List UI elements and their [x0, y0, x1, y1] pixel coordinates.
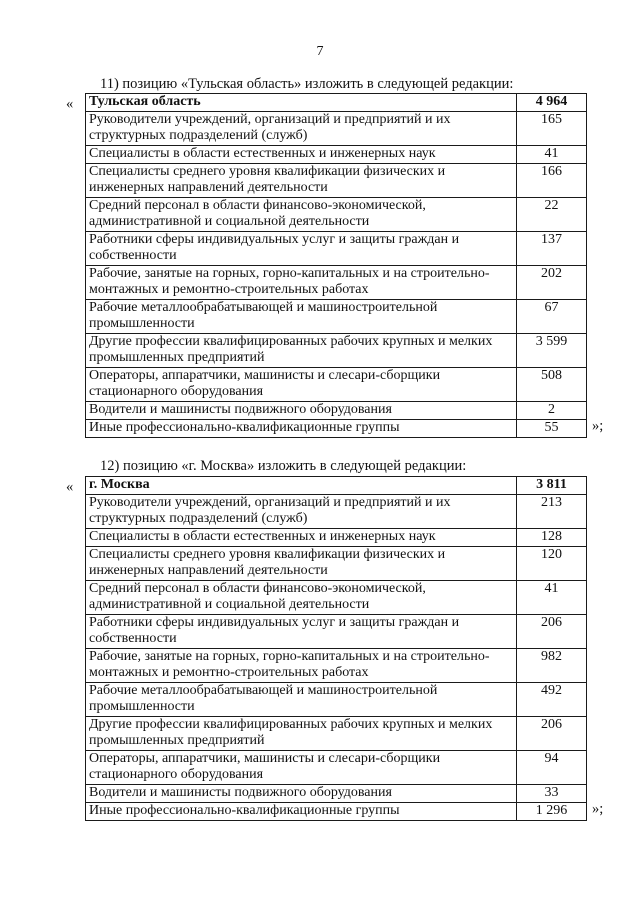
- section-intro-moscow: 12) позицию «г. Москва» изложить в следующей редакции:: [100, 458, 467, 474]
- row-value: 22: [517, 198, 587, 232]
- row-value: 41: [517, 146, 587, 164]
- row-label: Рабочие, занятые на горных, горно-капитальных и на строительно-монтажных и ремонтно-строительных работах: [86, 266, 517, 300]
- table-row: [86, 300, 587, 334]
- row-value: 2: [517, 402, 587, 420]
- row-value: 202: [517, 266, 587, 300]
- row-label: Работники сферы индивидуальных услуг и защиты граждан и собственности: [86, 232, 517, 266]
- row-label: Специалисты среднего уровня квалификации физических и инженерных направлений деятельности: [86, 164, 517, 198]
- row-value: 213: [517, 495, 587, 529]
- table-row: [86, 334, 587, 368]
- table-row: [86, 402, 587, 420]
- row-value: 128: [517, 529, 587, 547]
- row-value: 3 599: [517, 334, 587, 368]
- row-value: 508: [517, 368, 587, 402]
- row-label: Водители и машинисты подвижного оборудования: [86, 402, 517, 420]
- table-row: [86, 649, 587, 683]
- table-row: [86, 785, 587, 803]
- region-table-tula: [85, 93, 587, 438]
- open-quote: «: [66, 96, 74, 112]
- row-label: Рабочие, занятые на горных, горно-капитальных и на строительно-монтажных и ремонтно-строительных работах: [86, 649, 517, 683]
- row-label: Специалисты в области естественных и инженерных наук: [86, 146, 517, 164]
- row-value: 166: [517, 164, 587, 198]
- table-row: [86, 495, 587, 529]
- table-row: [86, 146, 587, 164]
- table-row: [86, 751, 587, 785]
- table-row: [86, 547, 587, 581]
- row-label: Руководители учреждений, организаций и предприятий и их структурных подразделений (служб): [86, 112, 517, 146]
- table-row: [86, 198, 587, 232]
- row-label: Средний персонал в области финансово-экономической, административной и социальной деятельности: [86, 198, 517, 232]
- row-label: Руководители учреждений, организаций и предприятий и их структурных подразделений (служб): [86, 495, 517, 529]
- row-value: 492: [517, 683, 587, 717]
- row-label: Операторы, аппаратчики, машинисты и слесари-сборщики стационарного оборудования: [86, 368, 517, 402]
- table-row: [86, 615, 587, 649]
- row-value: 120: [517, 547, 587, 581]
- table-row: [86, 232, 587, 266]
- row-value: 982: [517, 649, 587, 683]
- table-row: [86, 368, 587, 402]
- row-value: 67: [517, 300, 587, 334]
- row-value: 55: [517, 420, 587, 438]
- row-label: Другие профессии квалифицированных рабочих крупных и мелких промышленных предприятий: [86, 717, 517, 751]
- row-label: Операторы, аппаратчики, машинисты и слесари-сборщики стационарного оборудования: [86, 751, 517, 785]
- region-total: 3 811: [517, 477, 587, 495]
- row-label: Рабочие металлообрабатывающей и машиностроительной промышленности: [86, 683, 517, 717]
- row-value: 94: [517, 751, 587, 785]
- table-row: [86, 803, 587, 821]
- table-row: [86, 112, 587, 146]
- row-label: Работники сферы индивидуальных услуг и защиты граждан и собственности: [86, 615, 517, 649]
- table-row: [86, 529, 587, 547]
- close-quote: »;: [592, 801, 604, 817]
- row-label: Специалисты среднего уровня квалификации физических и инженерных направлений деятельности: [86, 547, 517, 581]
- region-table-moscow: [85, 476, 587, 821]
- row-label: Средний персонал в области финансово-экономической, административной и социальной деятельности: [86, 581, 517, 615]
- region-name: г. Москва: [86, 477, 517, 495]
- row-label: Иные профессионально-квалификационные группы: [86, 803, 517, 821]
- region-name: Тульская область: [86, 94, 517, 112]
- row-value: 206: [517, 615, 587, 649]
- row-label: Иные профессионально-квалификационные группы: [86, 420, 517, 438]
- region-total: 4 964: [517, 94, 587, 112]
- row-label: Специалисты в области естественных и инженерных наук: [86, 529, 517, 547]
- row-value: 33: [517, 785, 587, 803]
- table-row: [86, 717, 587, 751]
- row-value: 206: [517, 717, 587, 751]
- table-row-region: [86, 94, 587, 112]
- row-value: 1 296: [517, 803, 587, 821]
- table-row: [86, 420, 587, 438]
- row-label: Рабочие металлообрабатывающей и машиностроительной промышленности: [86, 300, 517, 334]
- table-row-region: [86, 477, 587, 495]
- close-quote: »;: [592, 418, 604, 434]
- section-intro-tula: 11) позицию «Тульская область» изложить в следующей редакции:: [100, 76, 514, 92]
- table-row: [86, 266, 587, 300]
- row-label: Другие профессии квалифицированных рабочих крупных и мелких промышленных предприятий: [86, 334, 517, 368]
- table-row: [86, 164, 587, 198]
- row-label: Водители и машинисты подвижного оборудования: [86, 785, 517, 803]
- row-value: 41: [517, 581, 587, 615]
- table-row: [86, 581, 587, 615]
- row-value: 165: [517, 112, 587, 146]
- open-quote: «: [66, 479, 74, 495]
- row-value: 137: [517, 232, 587, 266]
- page-number: 7: [316, 44, 324, 59]
- table-row: [86, 683, 587, 717]
